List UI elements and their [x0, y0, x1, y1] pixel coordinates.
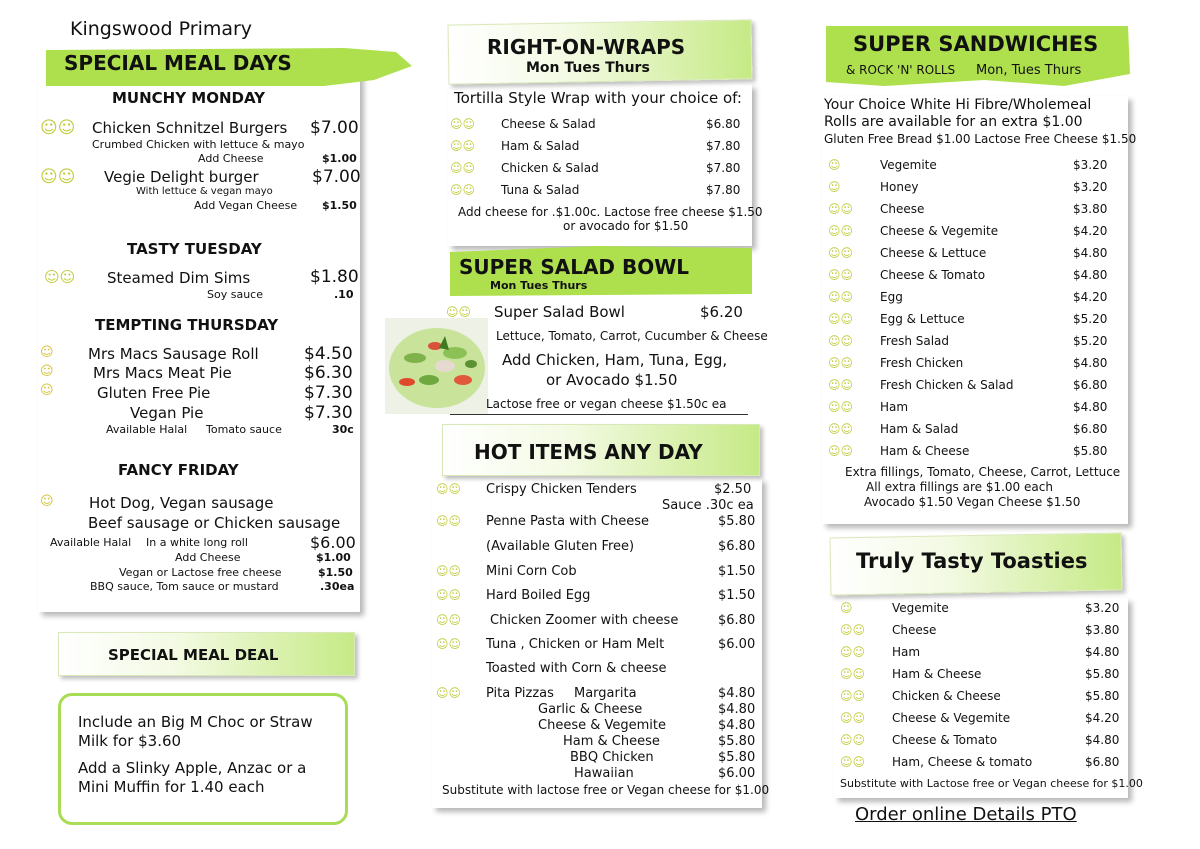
sandwiches-intro1: Your Choice White Hi Fibre/Wholemeal	[824, 97, 1092, 113]
smiley-icon: ☺☺	[828, 444, 854, 458]
friday-heading: FANCY FRIDAY	[118, 461, 239, 479]
salad-title: SUPER SALAD BOWL	[459, 255, 690, 279]
double-smiley-icon: ☺☺	[436, 482, 462, 496]
menu-item-name: Cheese & Tomato	[880, 268, 986, 282]
smiley-icon: ☺	[40, 494, 54, 509]
friday-addon3: BBQ sauce, Tom sauce or mustard	[90, 580, 279, 593]
wraps-title: RIGHT-ON-WRAPS	[487, 35, 686, 59]
smiley-icon: ☺☺	[840, 645, 866, 659]
double-smiley-icon: ☺☺	[44, 268, 76, 286]
wrap-item-name: Chicken & Salad	[501, 161, 599, 175]
menu-item-price: $3.20	[1085, 601, 1120, 615]
thursday-item-price: $7.30	[304, 383, 353, 403]
double-smiley-icon: ☺☺	[436, 637, 462, 651]
double-smiley-icon: ☺☺	[450, 139, 476, 153]
pizza-price: $6.00	[718, 766, 756, 781]
smiley-icon: ☺	[828, 158, 841, 172]
menu-item-name: Ham	[892, 645, 921, 659]
smiley-icon: ☺☺	[828, 400, 854, 414]
pizza-name: Hawaiian	[574, 766, 634, 781]
hot-egg-price: $1.50	[718, 588, 756, 603]
wraps-intro: Tortilla Style Wrap with your choice of:	[454, 89, 742, 107]
hot-gf-price: $6.80	[718, 539, 756, 554]
smiley-icon: ☺☺	[828, 422, 854, 436]
menu-item-price: $4.80	[1073, 246, 1108, 260]
smiley-icon: ☺☺	[828, 246, 854, 260]
wrap-item-name: Tuna & Salad	[501, 183, 580, 197]
hot-zoomer: Chicken Zoomer with cheese	[490, 613, 679, 628]
smiley-icon: ☺☺	[828, 334, 854, 348]
hot-sauce: Sauce .30c ea	[662, 498, 754, 513]
menu-item-name: Egg	[880, 290, 903, 304]
pizza-name: Garlic & Cheese	[538, 702, 643, 717]
menu-item-price: $6.80	[1073, 422, 1108, 436]
pizza-price: $4.80	[718, 718, 756, 733]
menu-item-price: $3.20	[1073, 180, 1108, 194]
hot-note: Substitute with lactose free or Vegan cheese for $1.00	[442, 783, 770, 797]
double-smiley-icon: ☺☺	[446, 305, 472, 319]
menu-item-name: Cheese	[880, 202, 925, 216]
double-smiley-icon: ☺☺	[436, 564, 462, 578]
menu-item-price: $4.80	[1073, 356, 1108, 370]
wrap-item-price: $7.80	[706, 183, 741, 197]
friday-halal: Available Halal	[50, 536, 132, 549]
smiley-icon: ☺	[840, 601, 853, 615]
monday-item2-addon-price: $1.50	[322, 199, 357, 212]
thursday-item-name: Gluten Free Pie	[97, 384, 211, 402]
pizza-price: $5.80	[718, 750, 756, 765]
monday-item2-addon: Add Vegan Cheese	[194, 199, 298, 212]
menu-item-name: Vegemite	[892, 601, 949, 615]
menu-item-price: $5.20	[1073, 312, 1108, 326]
hot-corn: Mini Corn Cob	[486, 564, 577, 579]
hot-egg: Hard Boiled Egg	[486, 588, 591, 603]
monday-item1-name: Chicken Schnitzel Burgers	[92, 119, 288, 137]
salad-days: Mon Tues Thurs	[490, 279, 588, 292]
friday-line1: Hot Dog, Vegan sausage	[89, 494, 274, 512]
menu-item-name: Chicken & Cheese	[892, 689, 1001, 703]
thursday-item-name: Vegan Pie	[130, 404, 204, 422]
smiley-icon: ☺☺	[828, 202, 854, 216]
friday-price: $6.00	[310, 533, 356, 552]
sandwiches-days: Mon, Tues Thurs	[976, 63, 1082, 78]
menu-item-name: Ham, Cheese & tomato	[892, 755, 1033, 769]
monday-item2-price: $7.00	[312, 167, 361, 187]
menu-item-name: Fresh Salad	[880, 334, 950, 348]
tuesday-item-price: $1.80	[310, 267, 359, 287]
menu-item-price: $4.80	[1073, 400, 1108, 414]
monday-item1-price: $7.00	[310, 118, 359, 138]
pizza-name: Margarita	[574, 686, 637, 701]
meal-deal-line2: Add a Slinky Apple, Anzac or a Mini Muffin for 1.40 each	[78, 759, 307, 796]
friday-addon2: Vegan or Lactose free cheese	[119, 566, 282, 579]
menu-item-price: $3.80	[1073, 202, 1108, 216]
friday-addon1: Add Cheese	[175, 551, 241, 564]
pizza-name: Cheese & Vegemite	[538, 718, 666, 733]
monday-item1-desc: Crumbed Chicken with lettuce & mayo	[92, 138, 305, 151]
pizza-name: Ham & Cheese	[563, 734, 660, 749]
double-smiley-icon: ☺☺	[436, 514, 462, 528]
smiley-icon: ☺☺	[828, 312, 854, 326]
hot-pasta-price: $5.80	[718, 514, 756, 529]
smiley-icon: ☺☺	[840, 733, 866, 747]
wrap-item-price: $6.80	[706, 117, 741, 131]
menu-item-price: $4.20	[1073, 224, 1108, 238]
wraps-note2: or avocado for $1.50	[563, 219, 689, 233]
tuesday-addon-price: .10	[334, 288, 354, 301]
wrap-item-price: $7.80	[706, 139, 741, 153]
order-online-link[interactable]: Order online Details PTO	[855, 804, 1077, 825]
tuesday-heading: TASTY TUESDAY	[127, 240, 262, 258]
menu-item-price: $3.80	[1085, 623, 1120, 637]
sandwiches-intro3: Gluten Free Bread $1.00 Lactose Free Cheese $1.50	[824, 132, 1137, 146]
smiley-icon: ☺☺	[840, 711, 866, 725]
double-smiley-icon: ☺☺	[450, 117, 476, 131]
menu-item-name: Ham & Cheese	[880, 444, 970, 458]
double-smiley-icon: ☺☺	[436, 613, 462, 627]
salad-price: $6.20	[700, 303, 743, 321]
hot-zoomer-price: $6.80	[718, 613, 756, 628]
monday-item2-desc: With lettuce & vegan mayo	[136, 186, 273, 197]
salad-desc: Lettuce, Tomato, Carrot, Cucumber & Cheese	[496, 329, 768, 343]
friday-addon2-price: $1.50	[318, 566, 353, 579]
smiley-icon: ☺	[40, 383, 54, 398]
thursday-heading: TEMPTING THURSDAY	[95, 316, 279, 334]
menu-item-name: Cheese & Vegemite	[892, 711, 1011, 725]
tuesday-addon: Soy sauce	[207, 288, 263, 301]
salad-add1: Add Chicken, Ham, Tuna, Egg,	[502, 351, 728, 369]
menu-item-price: $4.80	[1085, 645, 1120, 659]
menu-item-price: $6.80	[1085, 755, 1120, 769]
menu-item-name: Honey	[880, 180, 919, 194]
friday-addon1-price: $1.00	[316, 551, 351, 564]
menu-item-price: $5.80	[1073, 444, 1108, 458]
sandwiches-extra2: All extra fillings are $1.00 each	[866, 480, 1053, 494]
sandwiches-intro2: Rolls are available for an extra $1.00	[824, 114, 1083, 130]
smiley-icon: ☺☺	[840, 623, 866, 637]
friday-roll: In a white long roll	[146, 536, 248, 549]
smiley-icon: ☺☺	[840, 667, 866, 681]
sandwiches-extra3: Avocado $1.50 Vegan Cheese $1.50	[864, 495, 1081, 509]
menu-item-name: Ham & Cheese	[892, 667, 982, 681]
pizza-price: $5.80	[718, 734, 756, 749]
thursday-note-price: 30c	[332, 423, 354, 436]
thursday-item-name: Mrs Macs Meat Pie	[93, 364, 232, 382]
hot-pita: Pita Pizzas	[486, 686, 554, 701]
meal-deal-title: SPECIAL MEAL DEAL	[108, 646, 279, 664]
menu-item-price: $3.20	[1073, 158, 1108, 172]
hot-tenders: Crispy Chicken Tenders	[486, 482, 637, 497]
menu-item-name: Cheese & Tomato	[892, 733, 998, 747]
menu-item-price: $6.80	[1073, 378, 1108, 392]
menu-item-price: $5.20	[1073, 334, 1108, 348]
thursday-item-name: Mrs Macs Sausage Roll	[88, 345, 259, 363]
salad-bowl-image	[385, 318, 488, 414]
menu-item-name: Fresh Chicken & Salad	[880, 378, 1014, 392]
menu-item-name: Fresh Chicken	[880, 356, 964, 370]
hot-melt2: Toasted with Corn & cheese	[486, 661, 667, 676]
menu-item-price: $4.80	[1073, 268, 1108, 282]
monday-item1-addon: Add Cheese	[198, 152, 264, 165]
wrap-item-name: Ham & Salad	[501, 139, 580, 153]
smiley-icon: ☺☺	[828, 378, 854, 392]
double-smiley-icon: ☺☺	[40, 167, 76, 187]
special-meal-days-title: SPECIAL MEAL DAYS	[64, 51, 292, 75]
friday-line2: Beef sausage or Chicken sausage	[88, 514, 341, 532]
salad-add2: or Avocado $1.50	[546, 371, 678, 389]
menu-item-price: $5.80	[1085, 689, 1120, 703]
thursday-item-price: $7.30	[304, 403, 353, 423]
menu-item-name: Egg & Lettuce	[880, 312, 965, 326]
menu-item-price: $5.80	[1085, 667, 1120, 681]
pizza-price: $4.80	[718, 702, 756, 717]
thursday-note: Available Halal	[106, 423, 188, 436]
menu-item-price: $4.80	[1085, 733, 1120, 747]
thursday-item-price: $4.50	[304, 344, 353, 364]
double-smiley-icon: ☺☺	[450, 183, 476, 197]
pizza-name: BBQ Chicken	[570, 750, 654, 765]
pizza-price: $4.80	[718, 686, 756, 701]
smiley-icon: ☺	[828, 180, 841, 194]
sandwiches-subtitle: & ROCK 'N' ROLLS	[846, 63, 956, 77]
sandwiches-extra1: Extra fillings, Tomato, Cheese, Carrot, Lettuce	[845, 465, 1121, 479]
hot-pasta: Penne Pasta with Cheese	[486, 514, 649, 529]
hot-items-title: HOT ITEMS ANY DAY	[474, 440, 703, 464]
smiley-icon: ☺☺	[828, 290, 854, 304]
hot-tenders-price: $2.50	[714, 482, 752, 497]
tuesday-item-name: Steamed Dim Sims	[107, 269, 251, 287]
meal-deal-line1: Include an Big M Choc or Straw Milk for $3.60	[78, 713, 313, 750]
monday-item2-name: Vegie Delight burger	[104, 168, 259, 186]
toasties-title: Truly Tasty Toasties	[856, 549, 1088, 573]
smiley-icon: ☺☺	[828, 268, 854, 282]
double-smiley-icon: ☺☺	[436, 686, 462, 700]
double-smiley-icon: ☺☺	[436, 588, 462, 602]
double-smiley-icon: ☺☺	[40, 118, 76, 138]
salad-note: Lactose free or vegan cheese $1.50c ea	[486, 397, 727, 411]
hot-gf: (Available Gluten Free)	[486, 539, 635, 554]
double-smiley-icon: ☺☺	[450, 161, 476, 175]
hot-melt-price: $6.00	[718, 637, 756, 652]
wraps-note1: Add cheese for .$1.00c. Lactose free cheese $1.50	[458, 205, 763, 219]
school-name: Kingswood Primary	[70, 18, 253, 40]
smiley-icon: ☺☺	[840, 755, 866, 769]
hot-corn-price: $1.50	[718, 564, 756, 579]
toasties-note: Substitute with Lactose free or Vegan cheese for $1.00	[840, 777, 1143, 790]
menu-item-name: Vegemite	[880, 158, 937, 172]
smiley-icon: ☺☺	[828, 356, 854, 370]
wrap-item-price: $7.80	[706, 161, 741, 175]
menu-item-name: Cheese & Lettuce	[880, 246, 987, 260]
sandwiches-title: SUPER SANDWICHES	[853, 32, 1099, 56]
smiley-icon: ☺	[40, 364, 54, 379]
smiley-icon: ☺	[40, 345, 54, 360]
wrap-item-name: Cheese & Salad	[501, 117, 596, 131]
wraps-days: Mon Tues Thurs	[526, 60, 650, 76]
hot-melt: Tuna , Chicken or Ham Melt	[486, 637, 665, 652]
smiley-icon: ☺☺	[840, 689, 866, 703]
menu-item-name: Cheese	[892, 623, 937, 637]
menu-item-name: Ham	[880, 400, 909, 414]
friday-addon3-price: .30ea	[320, 580, 355, 593]
thursday-item-price: $6.30	[304, 363, 353, 383]
menu-item-name: Cheese & Vegemite	[880, 224, 999, 238]
salad-divider	[450, 414, 748, 415]
monday-heading: MUNCHY MONDAY	[112, 89, 266, 107]
menu-item-price: $4.20	[1085, 711, 1120, 725]
menu-item-price: $4.20	[1073, 290, 1108, 304]
thursday-note2: Tomato sauce	[206, 423, 282, 436]
smiley-icon: ☺☺	[828, 224, 854, 238]
menu-item-name: Ham & Salad	[880, 422, 959, 436]
monday-item1-addon-price: $1.00	[322, 152, 357, 165]
salad-name: Super Salad Bowl	[494, 303, 625, 321]
